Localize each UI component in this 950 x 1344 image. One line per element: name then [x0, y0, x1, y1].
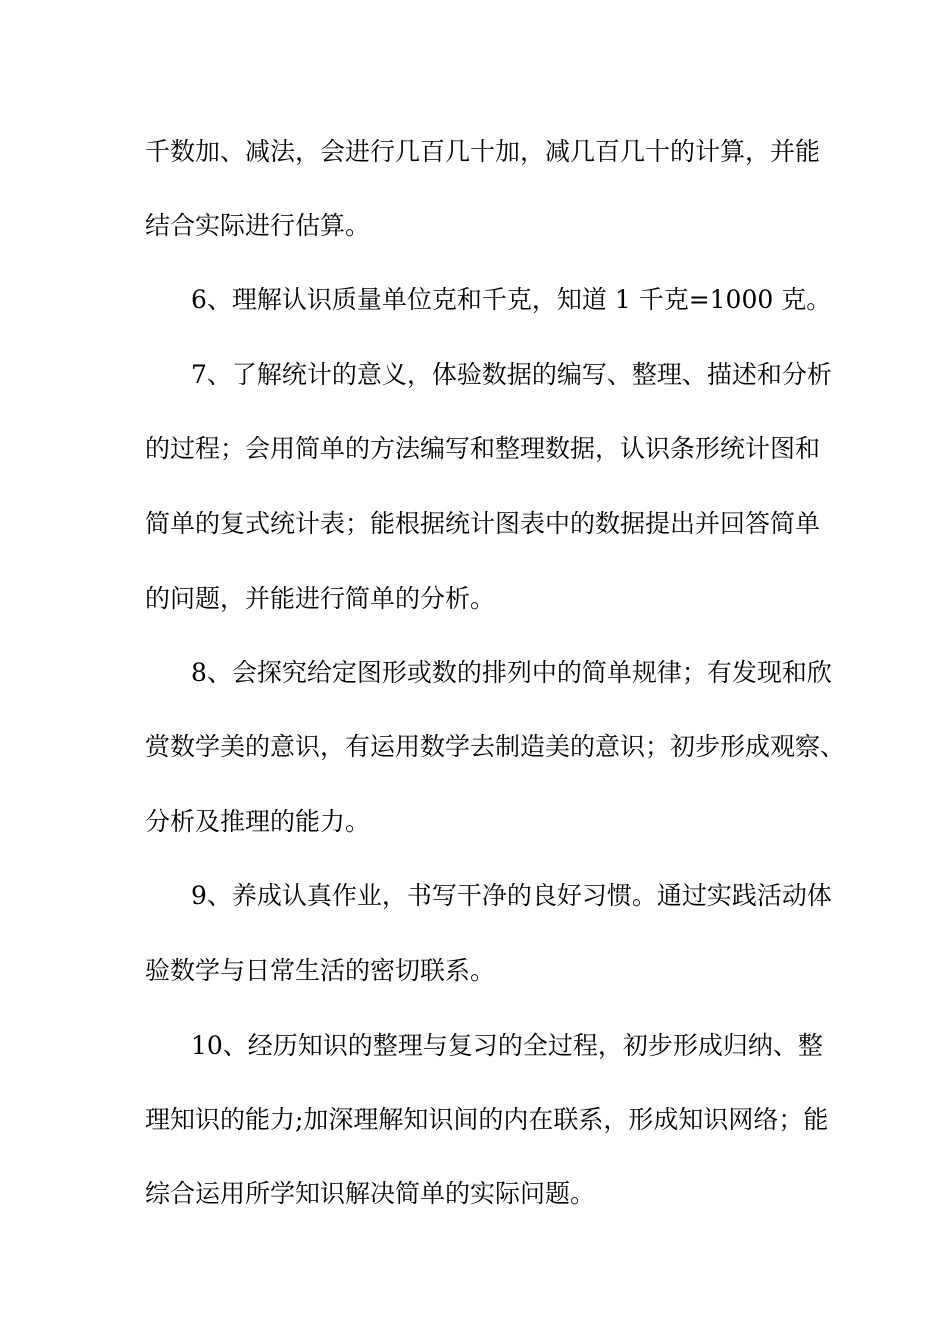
text-line: 分析及推理的能力。 — [145, 807, 371, 836]
text-line: 7、了解统计的意义，体验数据的编写、整理、描述和分析 — [191, 360, 832, 389]
text-line: 简单的复式统计表；能根据统计图表中的数据提出并回答简单 — [145, 509, 821, 538]
text-line: 10、经历知识的整理与复习的全过程，初步形成归纳、整 — [191, 1031, 823, 1060]
text-line: 综合运用所学知识解决简单的实际问题。 — [145, 1179, 596, 1208]
text-line: 理知识的能力;加深理解知识间的内在联系，形成知识网络；能 — [145, 1105, 829, 1134]
text-line: 千数加、减法，会进行几百几十加，减几百几十的计算，并能 — [145, 137, 821, 166]
text-line: 验数学与日常生活的密切联系。 — [145, 956, 496, 985]
text-line: 9、养成认真作业，书写干净的良好习惯。通过实践活动体 — [191, 881, 832, 910]
text-line: 的问题，并能进行简单的分析。 — [145, 584, 496, 613]
text-line: 结合实际进行估算。 — [145, 211, 371, 240]
text-line: 8、会探究给定图形或数的排列中的简单规律；有发现和欣 — [191, 658, 832, 687]
text-line: 赏数学美的意识，有运用数学去制造美的意识；初步形成观察、 — [145, 732, 846, 761]
text-line: 的过程；会用简单的方法编写和整理数据，认识条形统计图和 — [145, 434, 821, 463]
text-line: 6、理解认识质量单位克和千克，知道 1 千克=1000 克。 — [191, 285, 832, 314]
